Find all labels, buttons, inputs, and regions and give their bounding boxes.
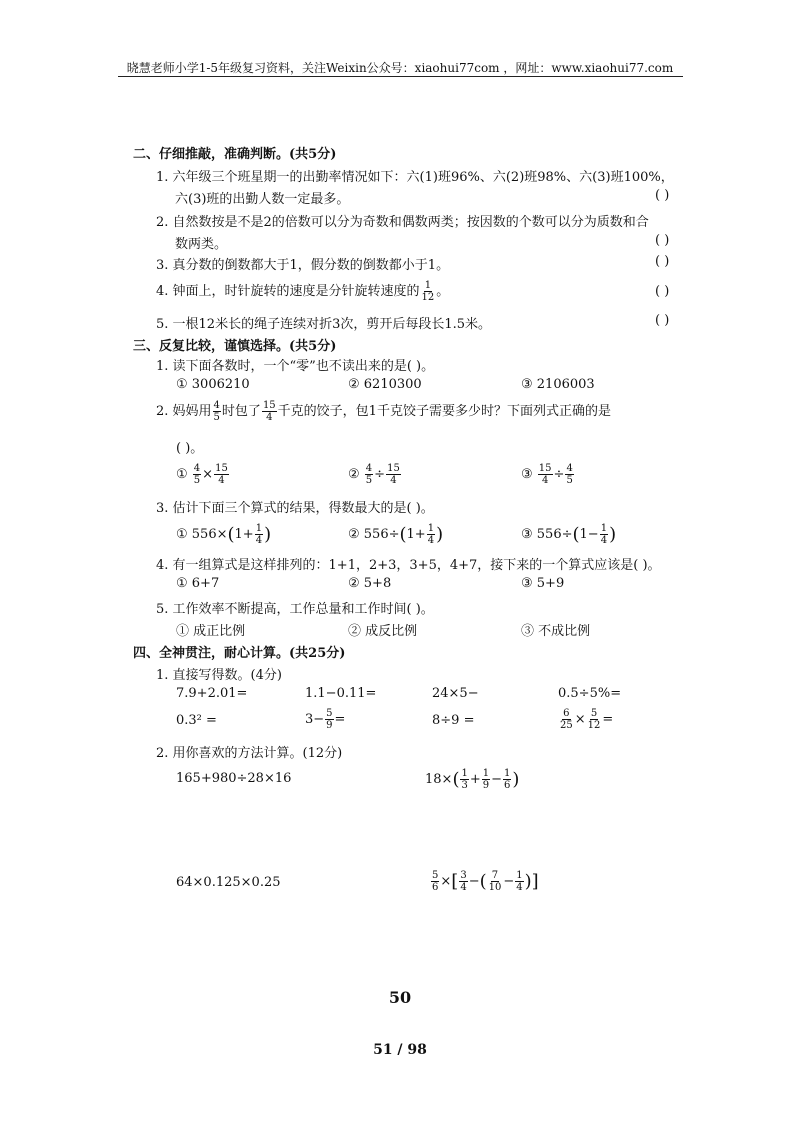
choice-q1-opt1[interactable]: ① 3006210 (176, 377, 250, 392)
calc-item: 7.9+2.01= (176, 686, 248, 701)
judge-q4-text: 4. 钟面上，时针旋转的速度是分针旋转速度的 (156, 284, 420, 299)
section-4-title: 四、全神贯注，耐心计算。(共25分) (133, 646, 346, 661)
choice-q1-opt2[interactable]: ② 6210300 (348, 377, 422, 392)
choice-q3-opt1[interactable]: ① 556×(1+ $\frac{1}{4}$ ) (176, 523, 272, 546)
choice-q4-opt2[interactable]: ② 5+8 (348, 576, 392, 591)
choice-q2-opt2[interactable]: ② $\frac{4}{5}$ ÷ $\frac{15}{4}$ (348, 463, 400, 486)
page-header: 晓慧老师小学1-5年级复习资料，关注Weixin公众号：xiaohui77com ，网址：www.xiaohui77.com (126, 61, 674, 75)
calc-expression-1: 165+980÷28×16 (176, 771, 292, 786)
fraction: $\frac{1}{4}$ (600, 523, 608, 546)
choice-q2-paren[interactable]: ( )。 (176, 441, 204, 456)
choice-q1: 1. 读下面各数时，一个“零”也不读出来的是( )。 (156, 359, 435, 374)
choice-q4: 4. 有一组算式是这样排列的：1+1，2+3，3+5，4+7，接下来的一个算式应该是( )。 (156, 558, 661, 573)
choice-q5-opt2[interactable]: ② 成反比例 (348, 624, 418, 639)
fraction: $\frac{15}{4}$ (387, 463, 400, 486)
calc-item: 24×5− (432, 686, 479, 701)
fraction: $\frac{1}{4}$ (427, 523, 435, 546)
calc-expression-4: $\frac{5}{6}$ ×[ $\frac{3}{4}$ −( $\frac{7}{10}$ − $\frac{1}{4}$ )] (432, 870, 539, 893)
fraction: $\frac{15}{4}$ (215, 463, 228, 486)
fraction: $\frac{1}{4}$ (255, 523, 263, 546)
judge-q3: 3. 真分数的倒数都大于1，假分数的倒数都小于1。 (156, 258, 450, 273)
judge-q1-line1: 1. 六年级三个班星期一的出勤率情况如下：六(1)班96%、六(2)班98%、六(3)班100%， (156, 170, 674, 185)
fraction: $\frac{15}{4}$ (538, 463, 552, 486)
choice-q5-opt1[interactable]: ① 成正比例 (176, 624, 246, 639)
choice-q4-opt3[interactable]: ③ 5+9 (521, 576, 565, 591)
fraction: $\frac{7}{10}$ (488, 870, 502, 893)
fraction: $\frac{1}{4}$ (516, 870, 523, 893)
calc-item: 0.5÷5%= (558, 686, 622, 701)
choice-q5: 5. 工作效率不断提高，工作总量和工作时间( )。 (156, 602, 434, 617)
section-2-title: 二、仔细推敲，准确判断。(共5分) (133, 147, 337, 162)
calc-item: 3− $\frac{5}{9}$ = (305, 708, 346, 731)
judge-q4-answer[interactable]: ( ) (655, 284, 670, 299)
fraction: $\frac{5}{9}$ (326, 708, 333, 731)
fraction: $\frac{1}{12}$ (421, 280, 435, 303)
fraction: $\frac{15}{4}$ (262, 400, 276, 423)
calc-part2-title: 2. 用你喜欢的方法计算。(12分) (156, 746, 343, 761)
choice-q3-opt2[interactable]: ② 556÷(1+ $\frac{1}{4}$ ) (348, 523, 444, 546)
calc-item: 1.1−0.11= (305, 686, 377, 701)
calc-item: $\frac{6}{25}$ × $\frac{5}{12}$ = (560, 708, 614, 731)
choice-q4-opt1[interactable]: ① 6+7 (176, 576, 220, 591)
calc-expression-2: 18×( $\frac{1}{3}$ + $\frac{1}{9}$ − $\frac{1}{6}$ ) (425, 768, 520, 791)
judge-q4: 4. 钟面上，时针旋转的速度是分针旋转速度的 $\frac{1}{12}$ 。 (156, 280, 450, 303)
fraction: $\frac{5}{6}$ (432, 870, 439, 893)
fraction: $\frac{1}{6}$ (504, 768, 511, 791)
fraction: $\frac{3}{4}$ (460, 870, 467, 893)
fraction: $\frac{4}{5}$ (213, 400, 220, 423)
page-number: 50 (388, 988, 412, 1007)
choice-q3: 3. 估计下面三个算式的结果，得数最大的是( )。 (156, 501, 434, 516)
fraction: $\frac{4}{5}$ (365, 463, 373, 486)
judge-q5-answer[interactable]: ( ) (655, 313, 670, 328)
fraction: $\frac{1}{3}$ (461, 768, 468, 791)
calc-item: 8÷9 = (432, 713, 475, 728)
judge-q2-answer[interactable]: ( ) (655, 233, 670, 248)
choice-q3-opt3[interactable]: ③ 556÷(1− $\frac{1}{4}$ ) (521, 523, 617, 546)
judge-q1-answer[interactable]: ( ) (655, 188, 670, 203)
choice-q2-opt1[interactable]: ① $\frac{4}{5}$ × $\frac{15}{4}$ (176, 463, 228, 486)
judge-q2-line1: 2. 自然数按是不是2的倍数可以分为奇数和偶数两类；按因数的个数可以分为质数和合 (156, 215, 649, 230)
choice-q5-opt3[interactable]: ③ 不成比例 (521, 624, 591, 639)
header-rule (118, 76, 683, 77)
judge-q5: 5. 一根12米长的绳子连续对折3次，剪开后每段长1.5米。 (156, 317, 492, 332)
fraction: $\frac{6}{25}$ (560, 708, 573, 731)
choice-q1-opt3[interactable]: ③ 2106003 (521, 377, 595, 392)
section-3-title: 三、反复比较，谨慎选择。(共5分) (133, 339, 337, 354)
choice-q2: 2. 妈妈用 $\frac{4}{5}$ 时包了 $\frac{15}{4}$ 千克的饺子，包1千克饺子需要多少时？下面列式正确的是 (156, 400, 611, 423)
fraction: $\frac{4}{5}$ (566, 463, 573, 486)
calc-part1-title: 1. 直接写得数。(4分) (156, 668, 282, 683)
judge-q2-line2: 数两类。 (175, 237, 228, 252)
calc-item: 0.3² = (176, 713, 217, 728)
judge-q3-answer[interactable]: ( ) (655, 254, 670, 269)
judge-q1-line2: 六(3)班的出勤人数一定最多。 (175, 192, 350, 207)
choice-q2-opt3[interactable]: ③ $\frac{15}{4}$ ÷ $\frac{4}{5}$ (521, 463, 573, 486)
fraction: $\frac{4}{5}$ (193, 463, 201, 486)
fraction: $\frac{5}{12}$ (587, 708, 601, 731)
fraction: $\frac{1}{9}$ (482, 768, 490, 791)
calc-expression-3: 64×0.125×0.25 (176, 875, 281, 890)
pdf-page-indicator: 51 / 98 (373, 1042, 427, 1058)
